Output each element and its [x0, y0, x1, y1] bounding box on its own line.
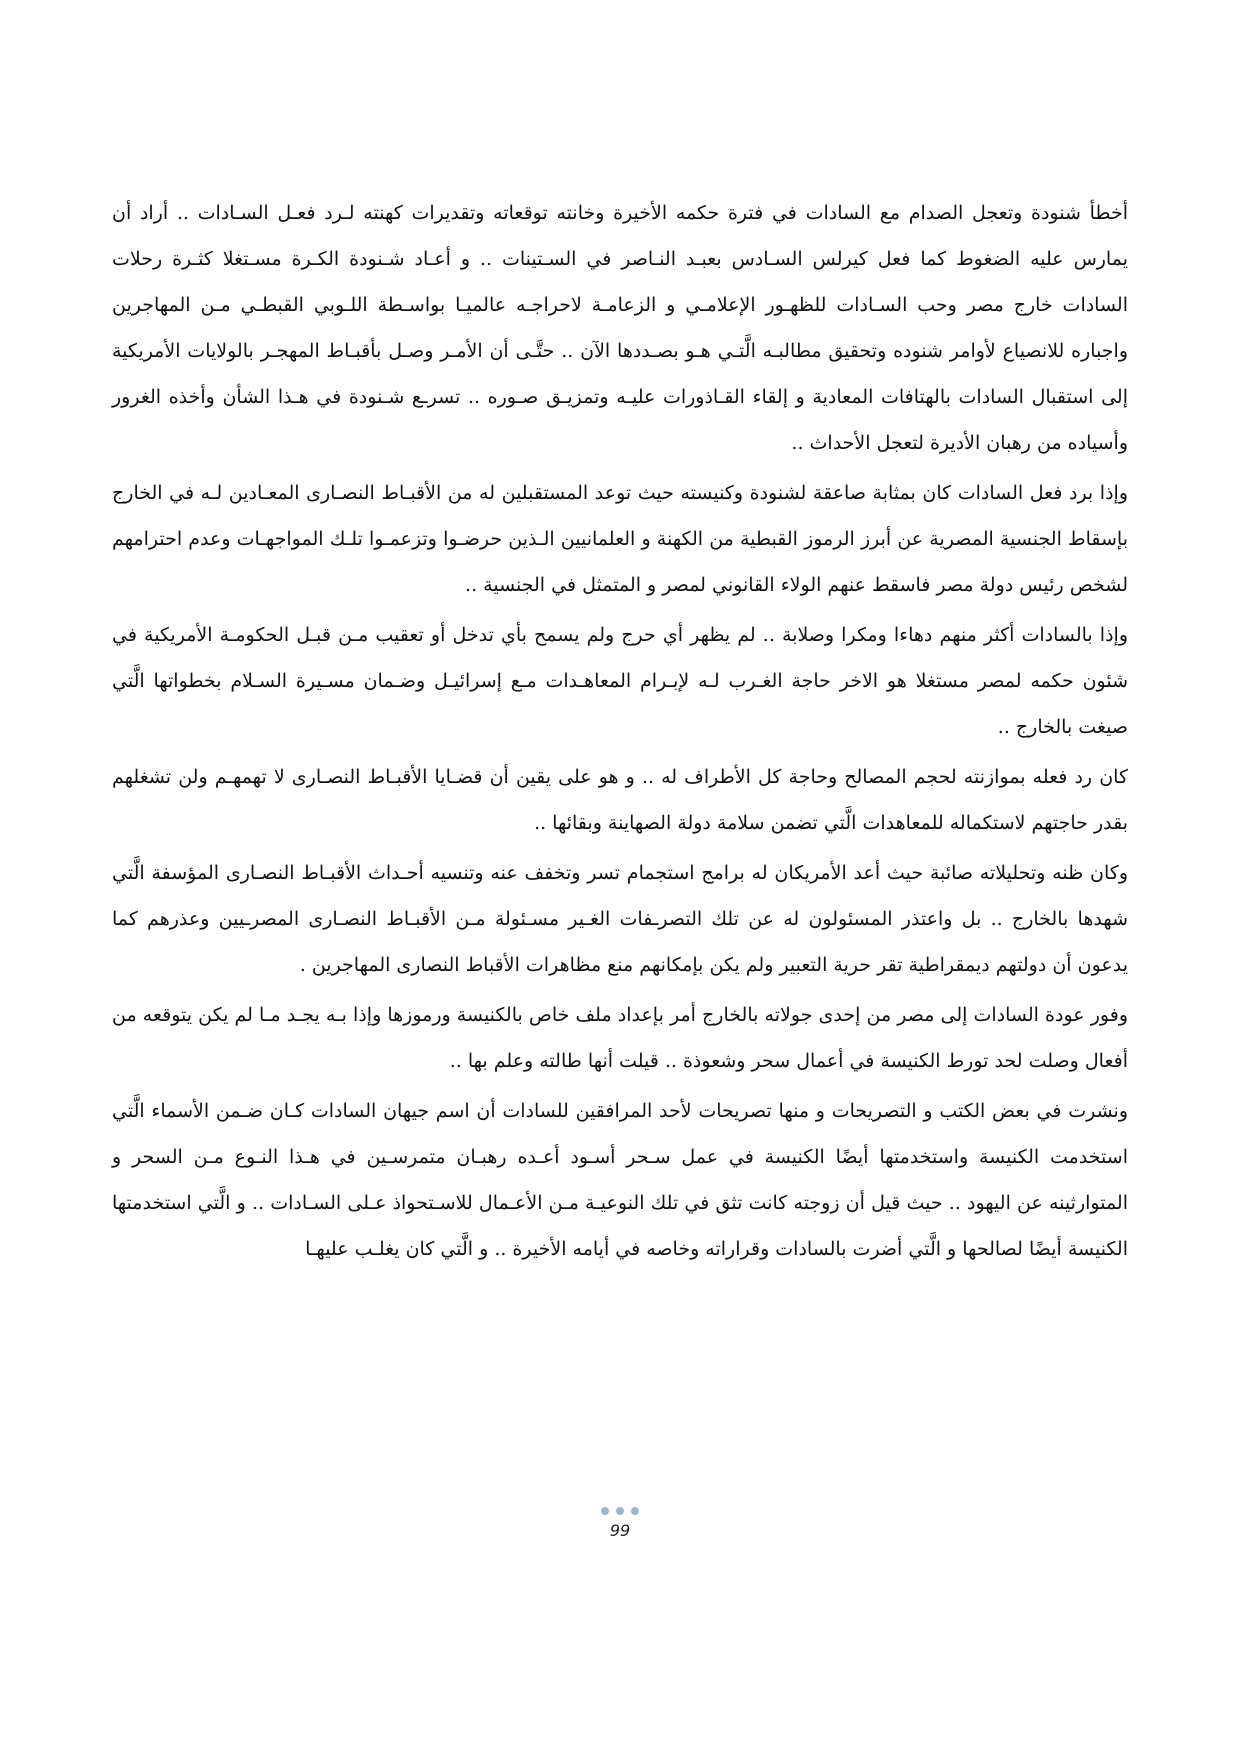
- article-body: [112, 190, 1128, 1276]
- paragraph-3: وإذا بالسادات أكثر منهم دهاءا ومكرا وصلابة .. لم يظهر أي حرج ولم يسمح بأي تدخل أو تعقيب مـن قبـل الحكومـة الأمريكية في شئون حكمه لمصر مستغلا هو الاخر حاجة الغـرب لـه لإبـرام المعاهـدات مـع إسرائيـل وضـمان مسـيرة السـلام بخطواتها الَّتي صيغت بالخارج ..: [112, 624, 1128, 738]
- ornament-dot: [616, 1507, 624, 1515]
- ornament-dot: [631, 1507, 639, 1515]
- paragraph-7: ونشرت في بعض الكتب و التصريحات و منها تصريحات لأحد المرافقين للسادات أن اسم جيهان السادات كـان ضـمن الأسماء الَّتي استخدمت الكنيسة واستخدمتها أيضًا الكنيسة في عمل سـحر أسـود أعـده رهبـان متمرسـين في هـذا النـوع مـن السحر و المتوارثينه عن اليهود .. حيث قيل أن زوجته كانت تثق في تلك النوعيـة مـن الأعـمال للاسـتحواذ عـلى السـادات .. و الَّتي استخدمتها الكنيسة أيضًا لصالحها و الَّتي أضرت بالسادات وقراراته وخاصه في أيامه الأخيرة .. و الَّتي كان يغلـب عليهـا: [112, 1100, 1128, 1260]
- ornament-dot: [601, 1507, 609, 1515]
- paragraph-4: كان رد فعله بموازنته لحجم المصالح وحاجة كل الأطراف له .. و هو على يقين أن قضـايا الأقبـاط النصـارى لا تهمهـم ولن تشغلهم بقدر حاجتهم لاستكماله للمعاهدات الَّتي تضمن سلامة دولة الصهاينة وبقائها ..: [112, 766, 1128, 834]
- page-footer: [0, 1500, 1240, 1540]
- page-ornament-icon: [601, 1507, 639, 1515]
- paragraph-6: وفور عودة السادات إلى مصر من إحدى جولاته بالخارج أمر بإعداد ملف خاص بالكنيسة ورموزها وإذا بـه يجـد مـا لم يكن يتوقعه من أفعال وصلت لحد تورط الكنيسة في أعمال سحر وشعوذة .. قيلت أنها طالته وعلم بها ..: [112, 1004, 1128, 1072]
- paragraph-1: أخطأ شنودة وتعجل الصدام مع السادات في فترة حكمه الأخيرة وخانته توقعاته وتقديرات كهنته لـرد فعـل السـادات .. أراد أن يمارس عليه الضغوط كما فعل كيرلس السـادس بعبـد النـاصر في السـتينات .. و أعـاد شـنودة الكـرة مسـتغلا كثـرة رحلات السادات خارج مصر وحب السـادات للظهـور الإعلامـي و الزعامـة لاحراجـه عالميـا بواسـطة اللـوبي القبطـي مـن المهاجرين واجباره للانصياع لأوامر شنوده وتحقيق مطالبـه الَّتـي هـو بصـددها الآن .. حتَّـى أن الأمـر وصـل بأقبـاط المهجـر بالولايات الأمريكية إلى استقبال السادات بالهتافات المعادية و إلقاء القـاذورات عليـه وتمزيـق صـوره .. تسرـع شـنودة في هـذا الشأن وأخذه الغرور وأسياده من رهبان الأديرة لتعجل الأحداث ..: [112, 202, 1128, 454]
- paragraph-5: وكان ظنه وتحليلاته صائبة حيث أعد الأمريكان له برامج استجمام تسر وتخفف عنه وتنسيه أحـداث الأقبـاط النصـارى المؤسفة الَّتي شهدها بالخارج .. بل واعتذر المسئولون له عن تلك التصرـفات الغـير مسـئولة مـن الأقبـاط النصـارى المصرـيين وعذرهم كما يدعون أن دولتهم ديمقراطية تقر حرية التعبير ولم يكن بإمكانهم منع مظاهرات الأقباط النصارى المهاجرين .: [112, 862, 1128, 976]
- page-number: 99: [609, 1521, 631, 1540]
- paragraph-2: وإذا برد فعل السادات كان بمثابة صاعقة لشنودة وكنيسته حيث توعد المستقبلين له من الأقبـاط النصـارى المعـادين لـه في الخارج بإسقاط الجنسية المصرية عن أبرز الرموز القبطية من الكهنة و العلمانيين الـذين حرضـوا وتزعمـوا تلـك المواجهـات وعدم احترامهم لشخص رئيس دولة مصر فاسقط عنهم الولاء القانوني لمصر و المتمثل في الجنسية ..: [112, 482, 1128, 596]
